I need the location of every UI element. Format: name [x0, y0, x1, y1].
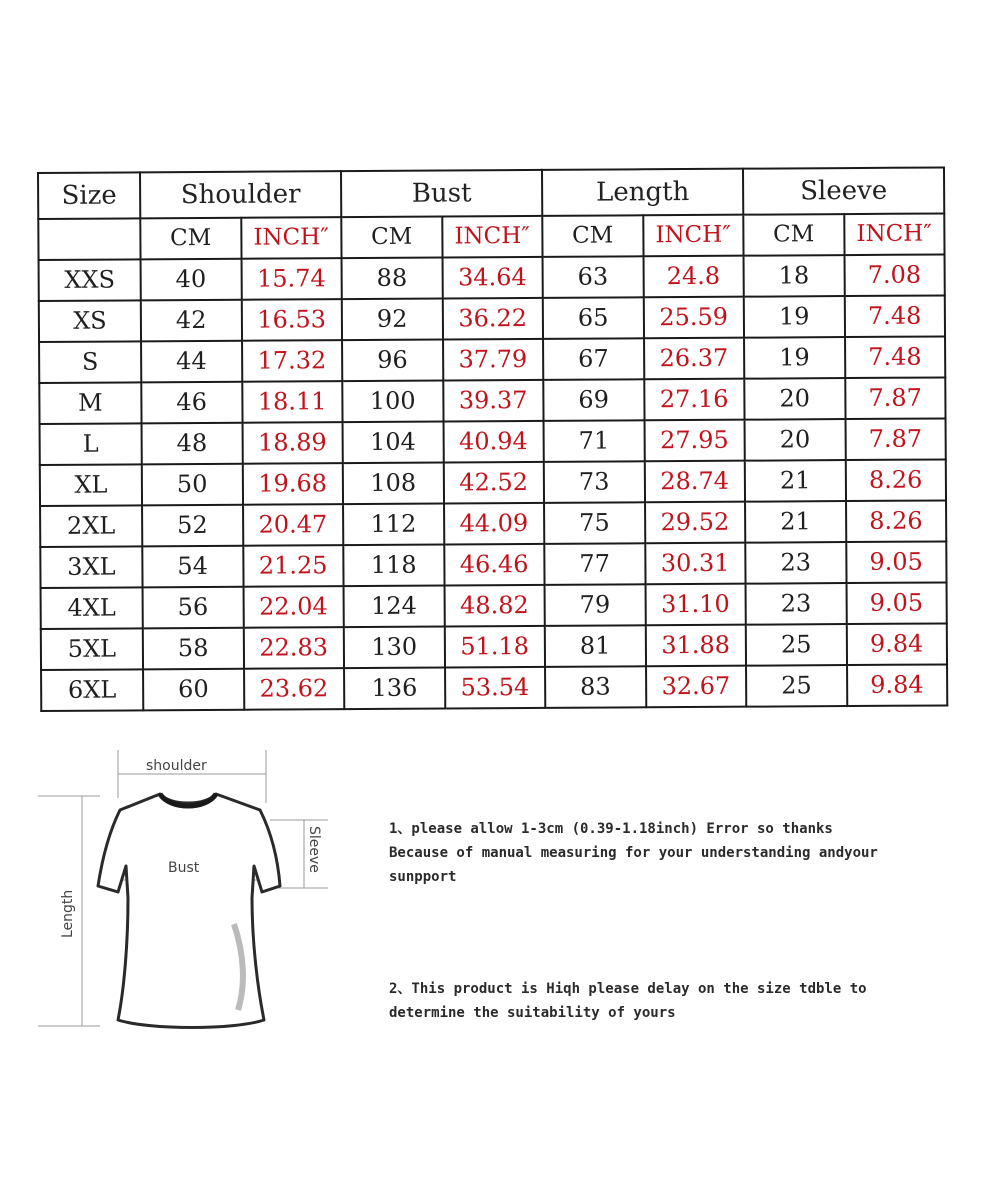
tshirt-outline-icon — [98, 794, 280, 1028]
bust-cm-cell: 92 — [342, 299, 443, 341]
sleeve-inch-cell: 7.87 — [845, 377, 946, 419]
size-cell: 6XL — [41, 669, 143, 711]
sleeve-cm-cell: 18 — [744, 255, 845, 297]
table-body — [39, 254, 948, 711]
unit-cm-header: CM — [542, 215, 643, 257]
note-1-line-2: Because of manual measuring for your understanding andyour — [389, 845, 878, 861]
length-inch-cell: 31.88 — [645, 625, 746, 667]
length-cm-cell: 83 — [545, 666, 646, 708]
shoulder-label: shoulder — [146, 758, 207, 774]
length-cm-cell: 63 — [543, 256, 644, 298]
sleeve-cm-cell: 21 — [745, 460, 846, 502]
length-inch-cell: 27.16 — [644, 379, 745, 421]
unit-cm-header: CM — [140, 218, 241, 260]
length-inch-cell: 25.59 — [643, 297, 744, 339]
table-row — [40, 418, 946, 465]
shoulder-inch-cell: 17.32 — [242, 340, 343, 382]
bust-inch-cell: 39.37 — [443, 380, 544, 422]
sleeve-inch-cell: 8.26 — [846, 500, 947, 542]
sleeve-inch-cell: 9.05 — [846, 582, 947, 624]
unit-inch-header: INCH″ — [241, 217, 342, 259]
bust-cm-cell: 88 — [342, 258, 443, 300]
shoulder-inch-cell: 16.53 — [241, 299, 342, 341]
shoulder-cm-cell: 60 — [143, 669, 244, 711]
bust-label: Bust — [168, 860, 200, 876]
bust-cm-cell: 108 — [343, 463, 444, 505]
table-row — [39, 336, 945, 383]
sleeve-cm-cell: 19 — [744, 296, 845, 338]
bust-cm-cell: 118 — [343, 545, 444, 587]
unit-inch-header: INCH″ — [643, 215, 744, 257]
note-1-line-3: sunpport — [389, 869, 457, 885]
table-header-row — [38, 167, 944, 219]
sleeve-inch-cell: 9.84 — [847, 664, 948, 706]
tshirt-measurement-diagram — [38, 748, 338, 1048]
size-column-header: Size — [38, 172, 140, 219]
length-cm-cell: 81 — [545, 625, 646, 667]
bust-cm-cell: 104 — [343, 422, 444, 464]
size-cell: 3XL — [40, 546, 142, 588]
shoulder-inch-cell: 23.62 — [244, 668, 345, 710]
size-cell: XS — [39, 300, 141, 342]
sleeve-inch-cell: 9.05 — [846, 541, 947, 583]
shoulder-cm-cell: 58 — [143, 628, 244, 670]
shoulder-cm-cell: 44 — [141, 341, 242, 383]
size-cell: 2XL — [40, 505, 142, 547]
note-2-line-2: determine the suitability of yours — [389, 1005, 676, 1021]
note-2 — [389, 977, 949, 1025]
shoulder-cm-cell: 42 — [141, 300, 242, 342]
length-inch-cell: 32.67 — [646, 666, 747, 708]
shoulder-cm-cell: 52 — [142, 505, 243, 547]
shoulder-cm-cell: 46 — [141, 382, 242, 424]
size-cell: 4XL — [41, 587, 143, 629]
bust-inch-cell: 42.52 — [443, 462, 544, 504]
length-cm-cell: 77 — [544, 543, 645, 585]
table-row — [39, 254, 945, 301]
length-cm-cell: 79 — [545, 584, 646, 626]
size-cell: XL — [40, 464, 142, 506]
sleeve-cm-cell: 21 — [745, 501, 846, 543]
length-header: Length — [542, 169, 743, 216]
unit-cm-header: CM — [743, 214, 844, 256]
sleeve-inch-cell: 9.84 — [846, 623, 947, 665]
empty-header-cell — [38, 218, 140, 260]
bust-cm-cell: 136 — [344, 668, 445, 710]
table-row — [40, 500, 946, 547]
length-label: Length — [60, 889, 76, 938]
bust-inch-cell: 48.82 — [444, 585, 545, 627]
sleeve-cm-cell: 25 — [746, 665, 847, 707]
bust-inch-cell: 36.22 — [442, 298, 543, 340]
length-cm-cell: 69 — [543, 379, 644, 421]
size-cell: M — [39, 382, 141, 424]
unit-cm-header: CM — [341, 217, 442, 259]
size-cell: L — [40, 423, 142, 465]
sleeve-label: Sleeve — [306, 826, 322, 873]
bust-inch-cell: 34.64 — [442, 257, 543, 299]
length-cm-cell: 73 — [544, 461, 645, 503]
sleeve-inch-cell: 7.48 — [844, 295, 945, 337]
shoulder-cm-cell: 54 — [142, 546, 243, 588]
shoulder-cm-cell: 50 — [142, 464, 243, 506]
sleeve-inch-cell: 7.87 — [845, 418, 946, 460]
table-row — [41, 582, 947, 629]
sleeve-inch-cell: 7.08 — [844, 254, 945, 296]
bust-cm-cell: 96 — [342, 340, 443, 382]
length-inch-cell: 27.95 — [644, 420, 745, 462]
collar-icon — [160, 794, 216, 806]
note-2-line-1: 2、This product is Hiqh please delay on the size tdble to — [389, 981, 867, 997]
length-cm-cell: 67 — [543, 338, 644, 380]
bust-cm-cell: 124 — [344, 586, 445, 628]
sleeve-cm-cell: 23 — [745, 542, 846, 584]
sleeve-inch-cell: 8.26 — [845, 459, 946, 501]
table-row — [41, 623, 947, 670]
length-inch-cell: 31.10 — [645, 584, 746, 626]
shoulder-inch-cell: 22.83 — [243, 627, 344, 669]
unit-header-row — [38, 213, 944, 260]
length-inch-cell: 28.74 — [644, 461, 745, 503]
shoulder-inch-cell: 22.04 — [243, 586, 344, 628]
shoulder-inch-cell: 18.89 — [242, 422, 343, 464]
length-cm-cell: 75 — [544, 502, 645, 544]
bust-cm-cell: 130 — [344, 627, 445, 669]
shoulder-inch-cell: 19.68 — [242, 463, 343, 505]
shoulder-inch-cell: 15.74 — [241, 258, 342, 300]
sleeve-cm-cell: 20 — [745, 419, 846, 461]
note-1-line-1: 1、please allow 1-3cm (0.39-1.18inch) Error so thanks — [389, 821, 833, 837]
bust-cm-cell: 112 — [343, 504, 444, 546]
size-cell: XXS — [39, 259, 141, 301]
shoulder-cm-cell: 56 — [143, 587, 244, 629]
length-cm-cell: 71 — [544, 420, 645, 462]
bust-inch-cell: 51.18 — [444, 626, 545, 668]
shoulder-inch-cell: 21.25 — [243, 545, 344, 587]
shoulder-cm-cell: 48 — [142, 423, 243, 465]
bust-inch-cell: 53.54 — [445, 667, 546, 709]
note-1 — [389, 817, 949, 889]
bust-inch-cell: 44.09 — [444, 503, 545, 545]
bust-cm-cell: 100 — [342, 381, 443, 423]
sleeve-inch-cell: 7.48 — [845, 336, 946, 378]
length-inch-cell: 24.8 — [643, 256, 744, 298]
unit-inch-header: INCH″ — [442, 216, 543, 258]
bust-header: Bust — [341, 170, 542, 217]
table-row — [40, 459, 946, 506]
table-row — [39, 377, 945, 424]
sleeve-header: Sleeve — [743, 167, 944, 214]
sleeve-cm-cell: 23 — [746, 583, 847, 625]
length-inch-cell: 29.52 — [645, 502, 746, 544]
table-row — [39, 295, 945, 342]
length-cm-cell: 65 — [543, 297, 644, 339]
shoulder-cm-cell: 40 — [141, 259, 242, 301]
table-row — [40, 541, 946, 588]
size-cell: S — [39, 341, 141, 383]
shoulder-inch-cell: 18.11 — [242, 381, 343, 423]
size-chart-table — [37, 166, 948, 712]
table-row — [41, 664, 947, 711]
unit-inch-header: INCH″ — [844, 213, 945, 255]
size-cell: 5XL — [41, 628, 143, 670]
sleeve-cm-cell: 19 — [744, 337, 845, 379]
length-inch-cell: 26.37 — [644, 338, 745, 380]
sleeve-cm-cell: 25 — [746, 624, 847, 666]
sleeve-cm-cell: 20 — [744, 378, 845, 420]
shoulder-inch-cell: 20.47 — [243, 504, 344, 546]
length-inch-cell: 30.31 — [645, 543, 746, 585]
shoulder-header: Shoulder — [140, 171, 341, 218]
bust-inch-cell: 46.46 — [444, 544, 545, 586]
bust-inch-cell: 40.94 — [443, 421, 544, 463]
bust-inch-cell: 37.79 — [443, 339, 544, 381]
